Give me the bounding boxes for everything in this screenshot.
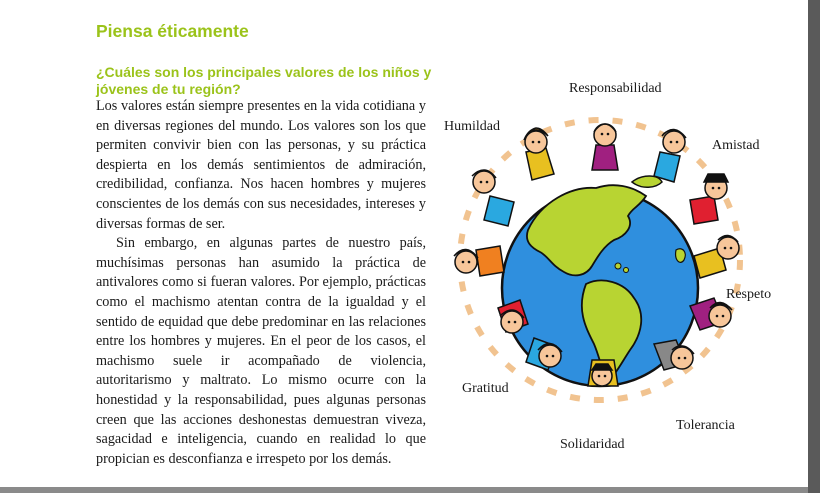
viewer-edge-bottom [0,487,808,493]
question-heading: ¿Cuáles son los principales valores de los niños y jóvenes de tu región? [96,64,432,97]
section-title: Piensa éticamente [96,21,249,41]
body-text [96,97,426,469]
viewer-edge-right [808,0,820,493]
label-responsabilidad: Responsabilidad [569,81,662,96]
label-tolerancia: Tolerancia [676,418,735,433]
values-illustration [436,70,808,470]
label-amistad: Amistad [712,138,760,153]
label-gratitud: Gratitud [462,381,509,396]
label-respeto: Respeto [726,287,772,302]
label-solidaridad: Solidaridad [560,437,625,452]
paragraph-1: Los valores están siempre presentes en la vida cotidiana y en diversas regiones del mundo. Los valores son los que permiten convivir bien con las personas, y su práctica despierta en los demás sentimientos de admiración, credibilidad, confianza. Nos hacen hombres y mujeres conscientes de los demás con sus necesidades, intereses y diversas formas de ser. [96,98,426,232]
label-humildad: Humildad [444,119,500,134]
paragraph-2: Sin embargo, en algunas partes de nuestro país, muchísimas personas han asumido la práctica de antivalores como si fueran valores. Por ejemplo, prácticas como el machismo atentan contra de la igualdad y el sentido de equidad que debe predominar en las relaciones entre los hombres y mujeres. En el peor de los casos, el machismo suele ir acompañado de violencia, autoritarismo y maltrato. Lo mismo ocurre con la honestidad y la responsabilidad, pues algunas personas creen que las acciones deshonestas demuestran viveza, sagacidad e inteligencia, cuando en realidad lo que propician es desconfianza e irrespeto por los demás. [96,235,426,467]
